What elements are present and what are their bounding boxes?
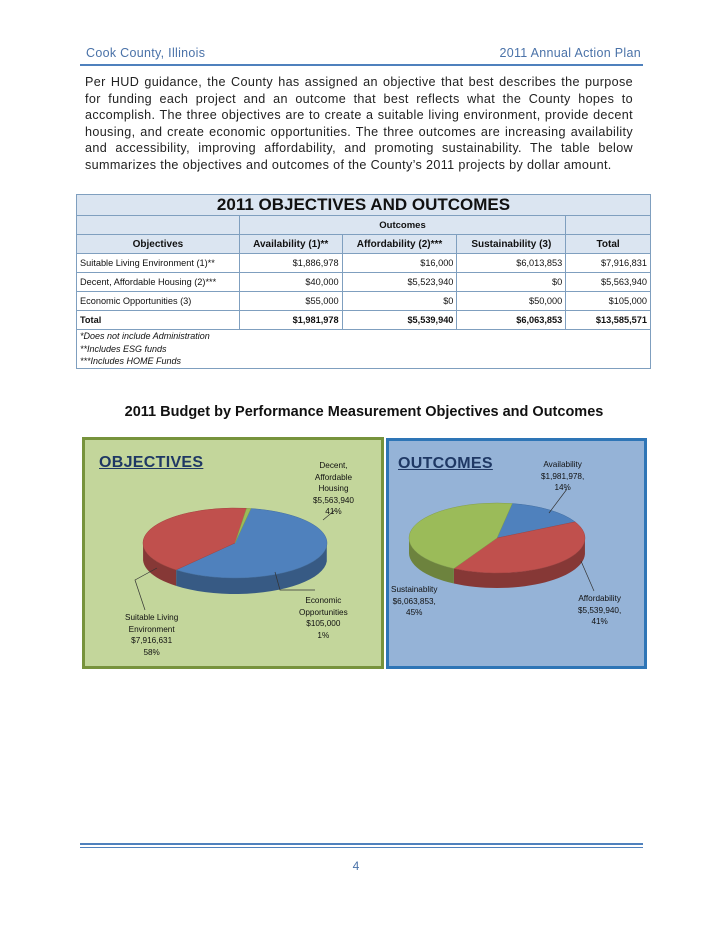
table-title: 2011 OBJECTIVES AND OUTCOMES bbox=[77, 195, 651, 216]
outcomes-chart-title: OUTCOMES bbox=[398, 455, 493, 472]
table-row bbox=[77, 273, 651, 292]
col-sustainability: Sustainability (3) bbox=[457, 235, 566, 254]
total-total: $13,585,571 bbox=[566, 311, 651, 330]
cell-availability: $55,000 bbox=[239, 292, 342, 311]
cell-affordability: $16,000 bbox=[342, 254, 457, 273]
objectives-outcomes-table bbox=[76, 194, 651, 369]
row-label: Decent, Affordable Housing (2)*** bbox=[77, 273, 240, 292]
col-affordability: Affordability (2)*** bbox=[342, 235, 457, 254]
note-administration: *Does not include Administration bbox=[80, 331, 210, 341]
suitable-living-label: Suitable Living Environment $7,916,631 58% bbox=[125, 613, 179, 657]
cell-affordability: $0 bbox=[342, 292, 457, 311]
col-total: Total bbox=[566, 235, 651, 254]
table-notes-row bbox=[77, 330, 651, 369]
cell-affordability: $5,523,940 bbox=[342, 273, 457, 292]
cell-availability: $40,000 bbox=[239, 273, 342, 292]
table-row bbox=[77, 254, 651, 273]
total-sustainability: $6,063,853 bbox=[457, 311, 566, 330]
leader-line bbox=[581, 561, 594, 591]
decent-housing-label: Decent, Affordable Housing $5,563,940 41% bbox=[313, 461, 354, 516]
table-title-row bbox=[77, 195, 651, 216]
footer-rule bbox=[80, 843, 643, 848]
table-notes bbox=[77, 330, 651, 369]
intro-paragraph: Per HUD guidance, the County has assigned an objective that best describes the purpose for funding each project and an outcome that best reflects what the County hopes to accomplish. The three objectives are to create a suitable living environment, provide decent housing, and create economic opportunities. The three outcomes are increasing availability and accessibility, improving affordability, and promoting sustainability. The table below summarizes the objectives and outcomes of the County’s 2011 projects by dollar amount. bbox=[85, 75, 633, 172]
col-objectives: Objectives bbox=[77, 235, 240, 254]
total-availability: $1,981,978 bbox=[239, 311, 342, 330]
cell-total: $7,916,831 bbox=[566, 254, 651, 273]
economic-opportunities-label: Economic Opportunities $105,000 1% bbox=[299, 596, 348, 640]
cell-total: $105,000 bbox=[566, 292, 651, 311]
row-label: Suitable Living Environment (1)** bbox=[77, 254, 240, 273]
total-affordability: $5,539,940 bbox=[342, 311, 457, 330]
header-county: Cook County, Illinois bbox=[86, 46, 206, 60]
note-home: ***Includes HOME Funds bbox=[80, 356, 182, 366]
table-row bbox=[77, 292, 651, 311]
total-label: Total bbox=[77, 311, 240, 330]
sustainability-label: Sustainablity $6,063,853, 45% bbox=[391, 585, 438, 617]
cell-total: $5,563,940 bbox=[566, 273, 651, 292]
table-total-row bbox=[77, 311, 651, 330]
page-header bbox=[80, 44, 643, 66]
cell-sustainability: $50,000 bbox=[457, 292, 566, 311]
charts-title: 2011 Budget by Performance Measurement Objectives and Outcomes bbox=[124, 404, 604, 420]
objectives-chart-panel bbox=[82, 437, 384, 669]
row-label: Economic Opportunities (3) bbox=[77, 292, 240, 311]
table-outcomes-row bbox=[77, 216, 651, 235]
outcomes-pie-chart bbox=[389, 441, 644, 666]
table-header-row bbox=[77, 235, 651, 254]
note-esg: **Includes ESG funds bbox=[80, 343, 167, 354]
header-plan-title: 2011 Annual Action Plan bbox=[499, 46, 641, 60]
objectives-chart-title: OBJECTIVES bbox=[99, 454, 204, 471]
affordability-label: Affordability $5,539,940, 41% bbox=[578, 594, 622, 626]
cell-availability: $1,886,978 bbox=[239, 254, 342, 273]
availability-label: Availability $1,981,978, 14% bbox=[541, 460, 585, 492]
outcomes-label: Outcomes bbox=[239, 216, 565, 235]
cell-sustainability: $6,013,853 bbox=[457, 254, 566, 273]
outcomes-chart-panel bbox=[386, 438, 647, 669]
col-availability: Availability (1)** bbox=[239, 235, 342, 254]
cell-sustainability: $0 bbox=[457, 273, 566, 292]
page-number: 4 bbox=[352, 859, 360, 873]
